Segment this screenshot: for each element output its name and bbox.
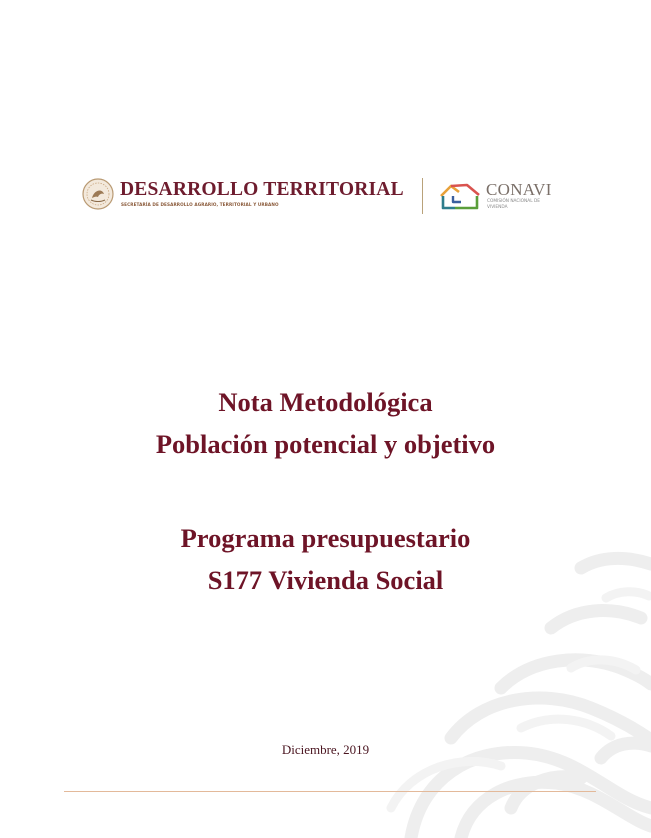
title-line-1: Nota Metodológica	[218, 387, 433, 417]
program-title	[0, 517, 651, 601]
document-title	[0, 381, 651, 465]
mexican-coat-of-arms-icon	[82, 178, 114, 210]
header-logos	[82, 176, 582, 216]
program-line-2: S177 Vivienda Social	[207, 565, 444, 595]
conavi-subtitle: COMISIÓN NACIONAL DE VIVIENDA	[487, 199, 540, 210]
logo-divider	[422, 178, 423, 214]
program-line-1: Programa presupuestario	[180, 523, 471, 553]
document-date: Diciembre, 2019	[281, 742, 370, 757]
sedatu-name: DESARROLLO TERRITORIAL	[120, 179, 404, 200]
title-line-2: Población potencial y objetivo	[155, 429, 496, 459]
conavi-name: CONAVI	[486, 180, 552, 199]
conavi-house-icon	[437, 182, 483, 210]
footer-divider	[64, 791, 596, 792]
sedatu-subtitle: SECRETARÍA DE DESARROLLO AGRARIO, TERRITORIAL Y URBANO	[121, 202, 279, 207]
